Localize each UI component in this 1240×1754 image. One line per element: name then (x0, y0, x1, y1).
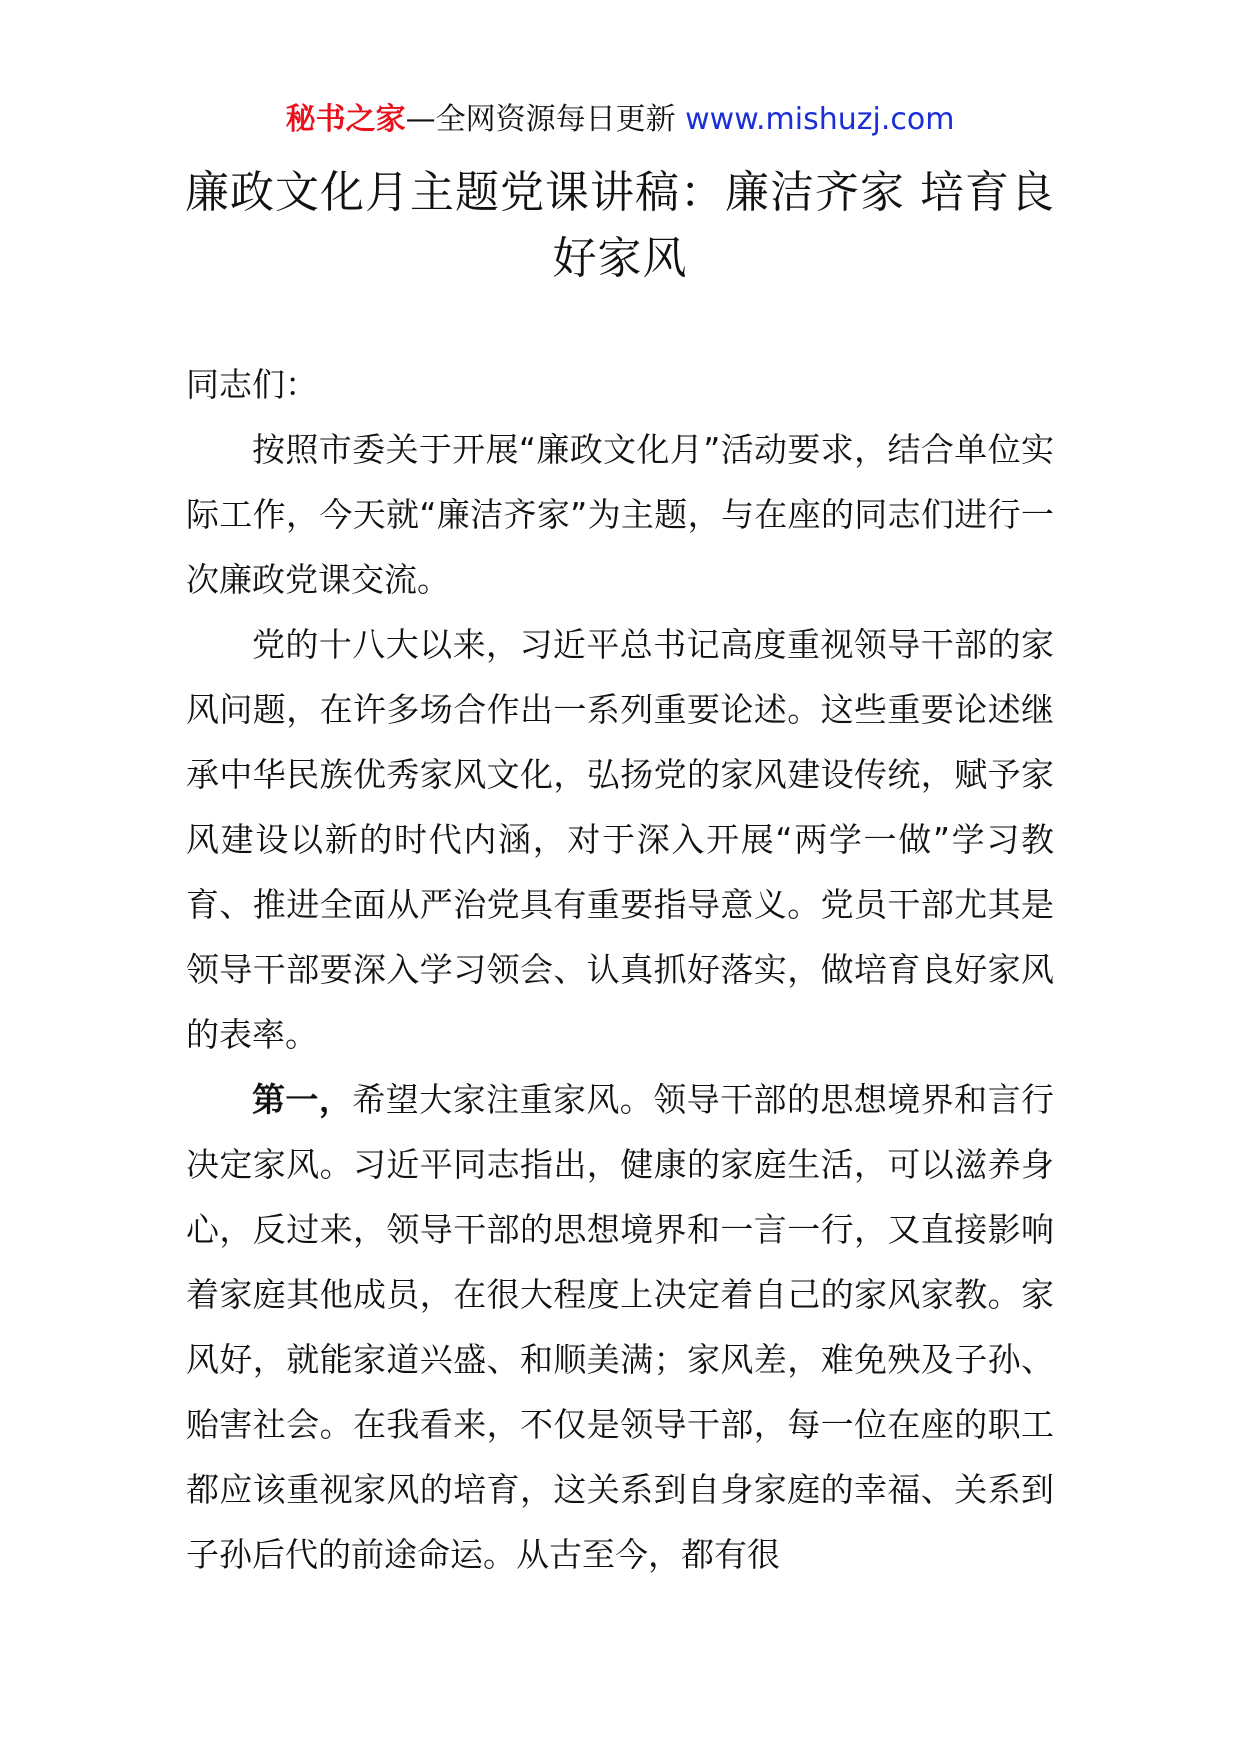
paragraph-text: 按照市委关于开展“廉政文化月”活动要求，结合单位实际工作，今天就“廉洁齐家”为主题，与在座的同志们进行一次廉政党课交流。 (186, 430, 1054, 599)
paragraph-text: 希望大家注重家风。领导干部的思想境界和言行决定家风。习近平同志指出，健康的家庭生活，可以滋养身心，反过来，领导干部的思想境界和一言一行，又直接影响着家庭其他成员，在很大程度上决定着自己的家风家教。家风好，就能家道兴盛、和顺美满；家风差，难免殃及子孙、贻害社会。在我看来，不仅是领导干部，每一位在座的职工都应该重视家风的培育，这关系到自身家庭的幸福、关系到子孙后代的前途命运。从古至今，都有很 (186, 1080, 1055, 1574)
site-url-link[interactable]: www.mishuzj.com (685, 102, 955, 137)
site-header (0, 100, 1240, 140)
document-title: 廉政文化月主题党课讲稿：廉洁齐家 培育良好家风 (185, 167, 1055, 284)
brand-name: 秘书之家 (285, 102, 406, 137)
document-body (186, 352, 1054, 1587)
paragraph-text: 党的十八大以来，习近平总书记高度重视领导干部的家风问题，在许多场合作出一系列重要论述。这些重要论述继承中华民族优秀家风文化，弘扬党的家风建设传统，赋予家风建设以新的时代内涵，对于深入开展“两学一做”学习教育、推进全面从严治党具有重要指导意义。党员干部尤其是领导干部要深入学习领会、认真抓好落实，做培育良好家风的表率。 (186, 625, 1054, 1054)
header-tagline: —全网资源每日更新 (405, 102, 686, 137)
body-paragraph (186, 1067, 1054, 1587)
salutation: 同志们： (186, 365, 318, 404)
paragraph-lead: 第一， (252, 1080, 353, 1119)
body-paragraph (186, 612, 1054, 1067)
body-paragraph (186, 417, 1054, 612)
